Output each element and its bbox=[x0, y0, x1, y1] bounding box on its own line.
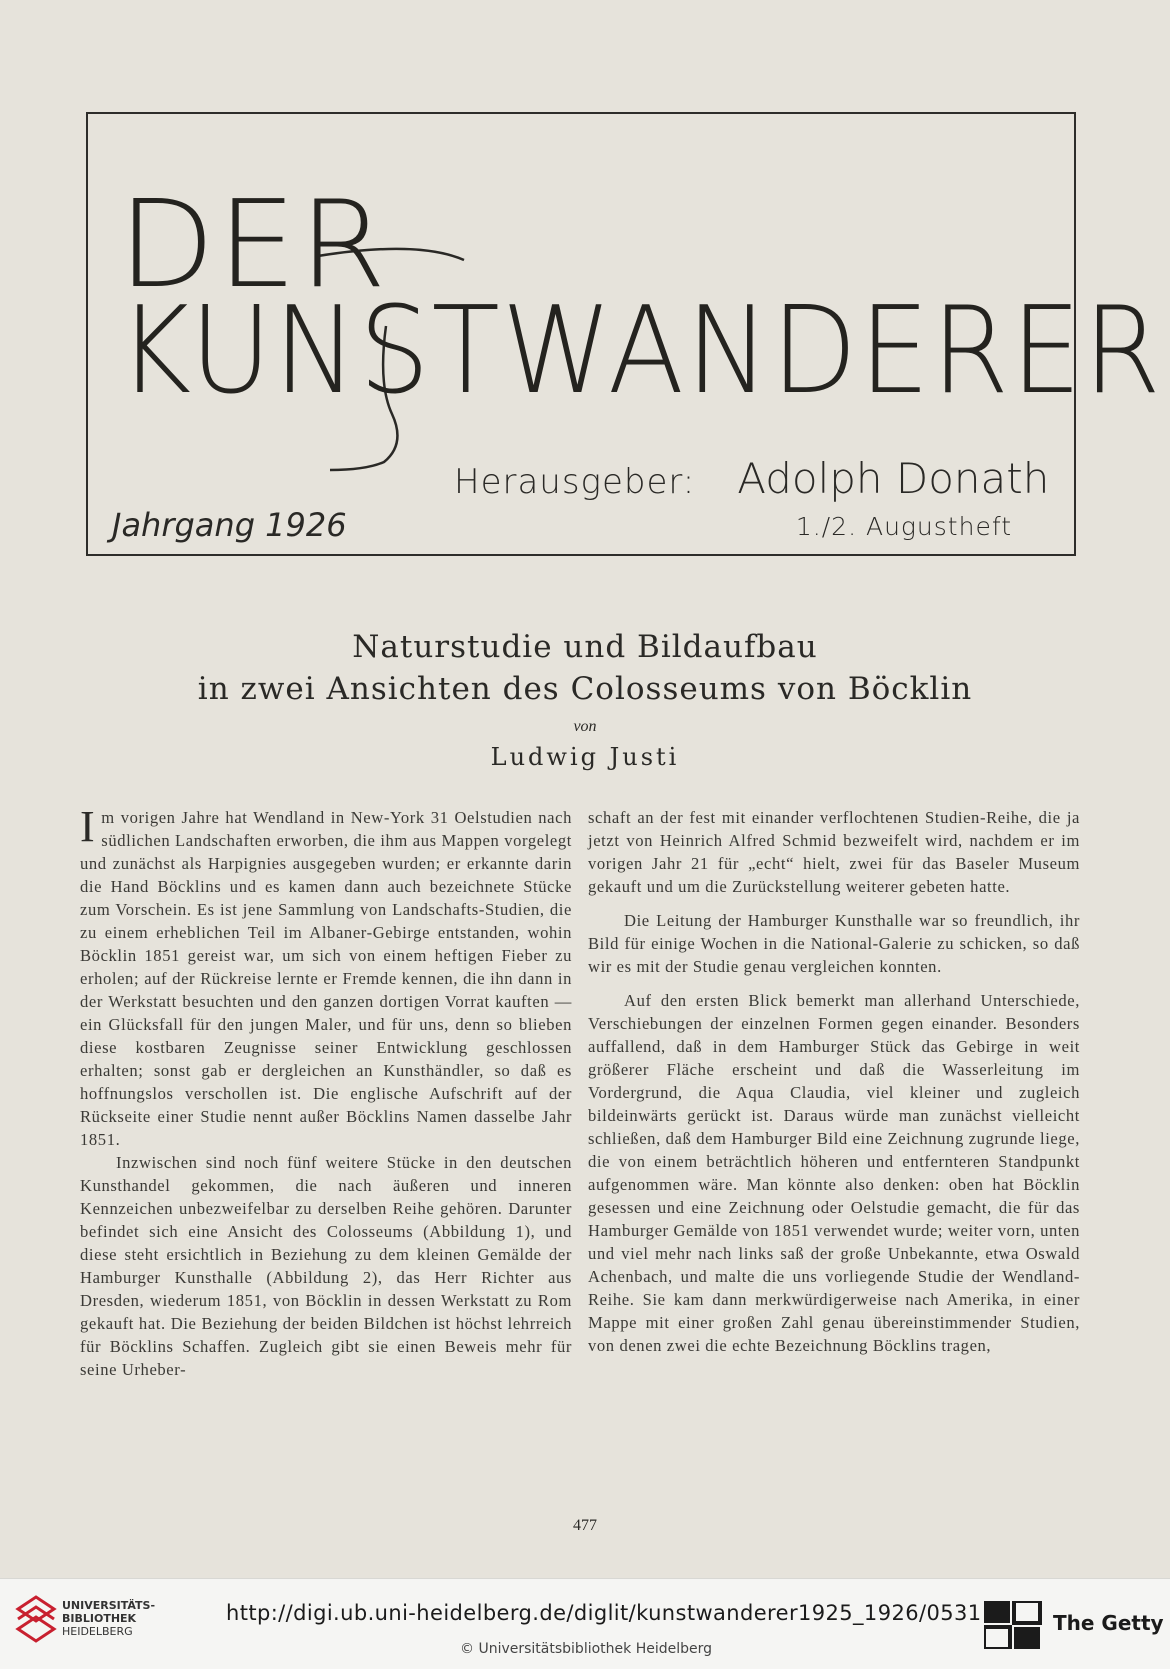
paragraph: schaft an der fest mit einander verflochtenen Studien-Reihe, die ja jetzt von Heinrich Alfred Schmid bezweifelt wird, nachdem er im vorigen Jahr 21 für „echt“ hielt, zwei für das Baseler Museum gekauft und um die Zurückstellung weiterer gebeten hatte. bbox=[588, 808, 1080, 896]
masthead-title-line1: DER bbox=[118, 176, 389, 315]
article-author: Ludwig Justi bbox=[490, 743, 680, 771]
paragraph: Die Leitung der Hamburger Kunsthalle war so freundlich, ihr Bild für einige Wochen in die National-Galerie zu schicken, so daß wir es mit der Studie genau vergleichen konnten. bbox=[588, 911, 1080, 976]
body-column-right bbox=[588, 806, 1080, 1357]
article-by: von bbox=[573, 718, 597, 735]
library-line2: BIBLIOTHEK bbox=[62, 1612, 137, 1625]
getty-name: The Getty bbox=[1053, 1611, 1164, 1635]
masthead-year: Jahrgang 1926 bbox=[112, 506, 347, 544]
article-heading bbox=[0, 626, 1170, 774]
university-library-name bbox=[62, 1599, 155, 1638]
article-title-line2: in zwei Ansichten des Colosseums von Böcklin bbox=[197, 671, 973, 707]
copyright-notice: © Universitätsbibliothek Heidelberg bbox=[460, 1641, 713, 1657]
paragraph bbox=[80, 802, 572, 1151]
masthead-issue: 1./2. Augustheft bbox=[795, 512, 1012, 541]
paragraph: Inzwischen sind noch fünf weitere Stücke in den deutschen Kunsthandel gekommen, die nach äußeren und inneren Kennzeichen unbezweifelbar zu derselben Reihe gehören. Darunter befindet sich eine Ansicht des Colosseums (Abbildung 1), und diese steht ersichtlich in Beziehung zu dem kleinen Gemälde der Hamburger Kunsthalle (Abbildung 2), das Herr Richter aus Dresden, wiederum 1851, von Böcklin in dessen Werkstatt zu Rom gekauft hat. Die Beziehung der beiden Bildchen ist höchst lehrreich für Böcklins Schaffen. Zugleich gibt sie einen Beweis mehr für seine Urheber- bbox=[80, 1153, 572, 1379]
library-line1: UNIVERSITÄTS- bbox=[62, 1599, 156, 1612]
editor-label: Herausgeber: bbox=[454, 462, 696, 502]
footer-bar bbox=[0, 1578, 1170, 1669]
university-library-logo-icon bbox=[14, 1593, 58, 1643]
masthead-title-line2: KUNSTWANDERER bbox=[118, 282, 1163, 421]
permalink-url[interactable]: http://digi.ub.uni-heidelberg.de/diglit/kunstwanderer1925_1926/0531 bbox=[226, 1601, 982, 1625]
paragraph-text: m vorigen Jahre hat Wendland in New-York 31 Oelstudien nach südlichen Landschaften erworben, die ihm aus Mappen vorgelegt und zunächst als Harpignies ausgegeben wurden; er erkannte darin die Hand Böcklins und es kamen dann auch bezeichnete Stücke zum Vorschein. Es ist jene Sammlung von Landschafts-Studien, die zu einem erheblichen Teil im Albaner-Gebirge entstanden, wohin Böcklin 1851 gereist war, um sich von einem heftigen Fieber zu erholen; auf der Rückreise lernte er Fremde kennen, die ihn dann in der Werkstatt besuchten und den ganzen dortigen Vorrat kauften — ein Glücksfall für den jungen Maler, und für uns, denn so blieben diese kostbaren Zeugnisse seiner Entwicklung geschlossen erhalten; sonst gab er dergleichen an Kunsthändler, so daß es hoffnungslos verschollen ist. Die englische Aufschrift auf der Rückseite einer Studie nennt außer Böcklins Namen dasselbe Jahr 1851. bbox=[80, 808, 572, 1149]
drop-cap: I bbox=[80, 802, 96, 851]
masthead bbox=[86, 112, 1163, 556]
page-number: 477 bbox=[573, 1517, 597, 1534]
library-line3: HEIDELBERG bbox=[62, 1625, 133, 1638]
editor-name: Adolph Donath bbox=[737, 454, 1050, 503]
article-title-line1: Naturstudie und Bildaufbau bbox=[352, 629, 818, 665]
body-column-left bbox=[80, 802, 572, 1381]
paragraph: Auf den ersten Blick bemerkt man allerhand Unterschiede, Verschiebungen der einzelnen Formen gegen einander. Besonders auffallend, daß in dem Hamburger Stück das Gebirge in weit größerer Fläche erscheint und daß die Wasserleitung im Vordergrund, die Aqua Claudia, viel kleiner und zugleich bildeinwärts gerückt ist. Daraus würde man zunächst vielleicht schließen, daß dem Hamburger Bild eine Zeichnung zugrunde liege, die von einem beträchtlich höheren und entfernteren Standpunkt aufgenommen wäre. Man könnte also denken: oben hat Böcklin gesessen und eine Zeichnung oder Oelstudie gemacht, die für das Hamburger Gemälde von 1851 verwendet wurde; weiter vorn, unten und viel mehr nach links saß der große Unbekannte, etwa Oswald Achenbach, und malte die uns vorliegende Studie der Wendland-Reihe. Sie kam dann merkwürdigerweise nach Amerika, in einer Mappe mit einer großen Zahl genau übereinstimmender Studien, von denen zwei die echte Bezeichnung Böcklins tragen, bbox=[588, 991, 1080, 1355]
getty-logo-icon bbox=[984, 1601, 1044, 1649]
masthead-editor bbox=[454, 454, 1049, 503]
